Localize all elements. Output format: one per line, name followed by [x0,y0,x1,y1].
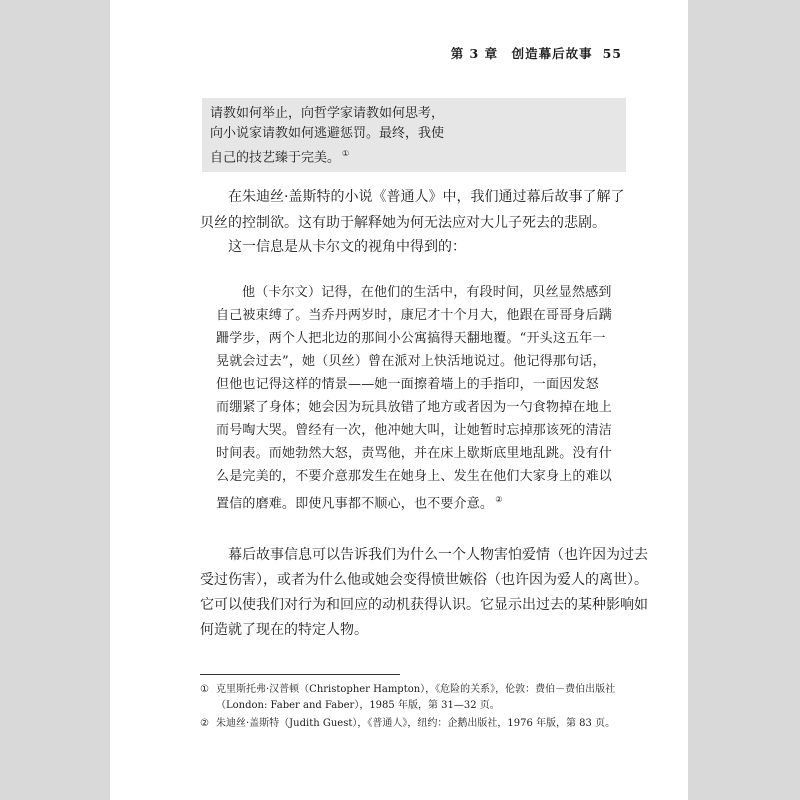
text-line: 幕后故事信息可以告诉我们为什么一个人物害怕爱情（也许因为过去 [228,547,648,563]
epigraph-line: 请教如何举止，向哲学家请教如何思考， [210,106,445,121]
epigraph-line-text: 自己的技艺臻于完美。 [210,150,341,166]
text-line: 在朱迪丝·盖斯特的小说《普通人》中，我们通过幕后故事了解了 [228,189,625,205]
text-line: 贝丝的控制欲。这有助于解释她为何无法应对大儿子死去的悲剧。 [200,215,606,231]
quote-line [216,490,503,514]
quote-line: 时间表。而她勃然大怒，责骂他，并在床上歇斯底里地乱跳。没有什 [216,446,613,461]
chapter-title: 第 3 章 创造幕后故事 [450,46,593,61]
book-page [110,0,688,800]
text-line: 它可以使我们对行为和回应的动机获得认识。它显示出过去的某种影响如 [200,597,648,613]
footnote-mark: ② [200,718,209,729]
footnote-line [200,716,615,732]
quote-line: 么是完美的，不要介意那发生在她身上、发生在他们大家身上的难以 [216,469,613,484]
quote-line-text: 置信的磨难。即使凡事都不顺心，也不要介意。 [216,496,494,512]
quote-line: 晃就会过去”，她（贝丝）曾在派对上快活地说过。他记得那句话， [216,354,606,369]
footnote-ref-2: ② [495,495,503,504]
running-head [110,44,622,62]
quote-line: 但他也记得这样的情景——她一面擦着墙上的手指印，一面因发怒 [216,377,599,392]
epigraph-box [202,98,626,172]
footnote-text: 朱迪丝·盖斯特（Judith Guest），《普通人》，纽约：企鹅出版社，1976 年版，第 83 页。 [216,718,616,729]
epigraph-line [210,144,349,168]
quote-line: 自己被束缚了。当乔丹两岁时，康尼才十个月大，他跟在哥哥身后蹒 [216,308,613,323]
quote-line: 他（卡尔文）记得，在他们的生活中，有段时间，贝丝显然感到 [242,285,612,300]
text-line: 这一信息是从卡尔文的视角中得到的： [228,239,466,255]
footnote-line: （London: Faber and Faber），1985 年版，第 31—32 页。 [216,700,500,711]
page-number: 55 [602,46,622,61]
footnote-line [200,682,615,698]
quote-line: 而号啕大哭。曾经有一次，他冲她大叫，让她暂时忘掉那该死的清洁 [216,423,613,438]
epigraph-line: 向小说家请教如何逃避惩罚。最终，我使 [210,126,445,141]
footnote-ref-1: ① [342,149,350,158]
text-line: 何造就了现在的特定人物。 [200,622,368,638]
quote-line: 跚学步，两个人把北边的那间小公寓搞得天翻地覆。“开头这五年一 [216,331,606,346]
text-line: 受过伤害），或者为什么他或她会变得愤世嫉俗（也许因为爱人的离世）。 [200,572,648,588]
quote-line: 而绷紧了身体；她会因为玩具放错了地方或者因为一勺食物掉在地上 [216,400,613,415]
footnote-mark: ① [200,684,209,695]
footnote-divider [200,674,400,675]
footnote-text: 克里斯托弗·汉普顿（Christopher Hampton），《危险的关系》，伦敦：费伯－费伯出版社 [216,684,616,695]
